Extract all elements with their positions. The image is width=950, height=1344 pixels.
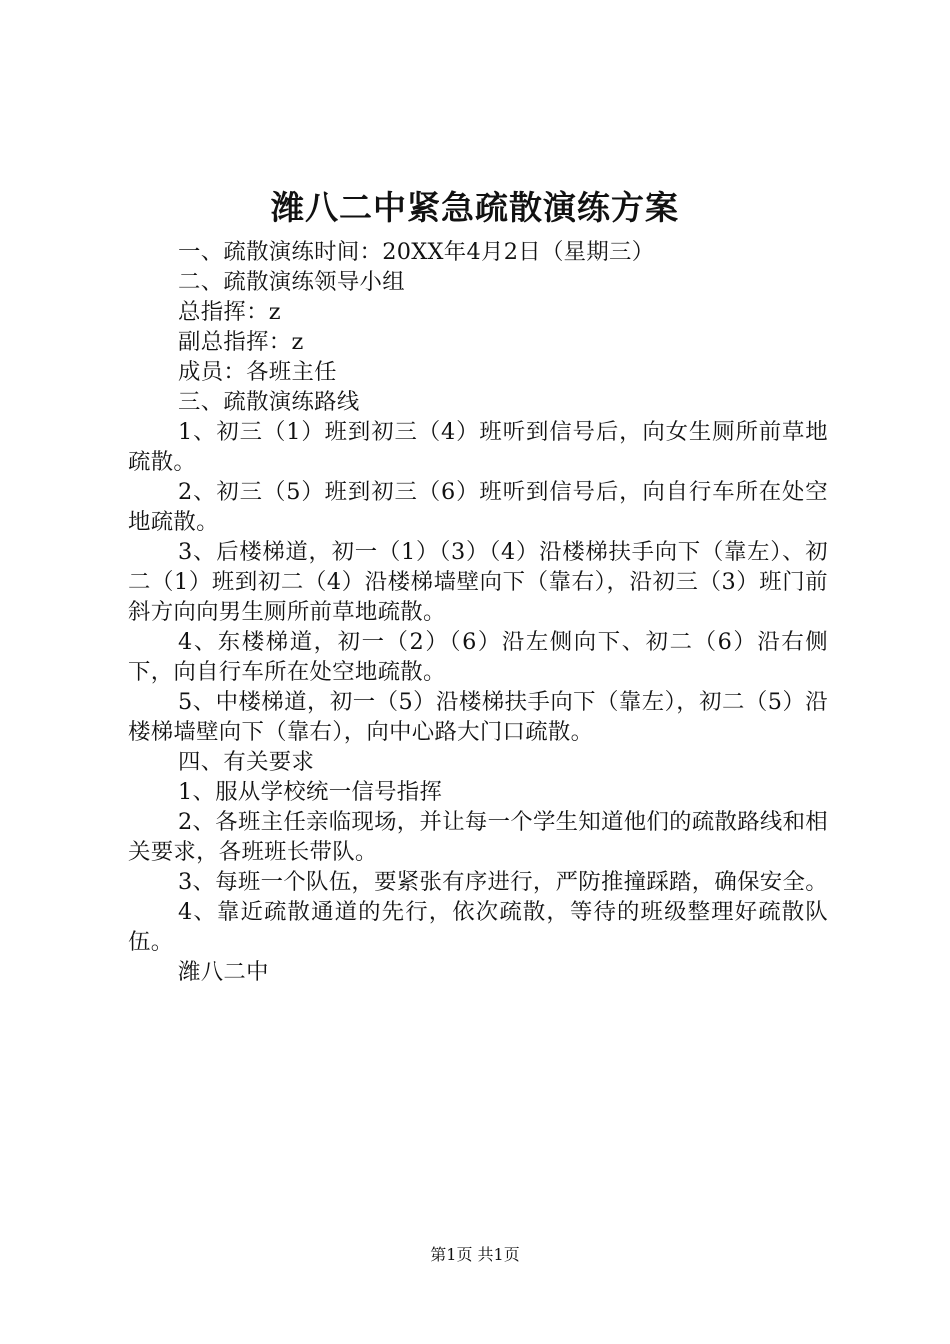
document-title: 潍八二中紧急疏散演练方案 [271,188,679,227]
document-body [128,237,828,987]
section-heading-leadership: 二、疏散演练领导小组 [178,269,405,295]
section-heading-time: 一、疏散演练时间：20XX年4月2日（星期三） [178,239,655,265]
requirement-item: 4、靠近疏散通道的先行，依次疏散，等待的班级整理好疏散队伍。 [128,899,828,955]
section-heading-requirements: 四、有关要求 [178,749,315,775]
signature-school-name: 潍八二中 [178,959,269,985]
route-item: 5、中楼梯道，初一（5）沿楼梯扶手向下（靠左），初二（5）沿楼梯墙壁向下（靠右），向中心路大门口疏散。 [128,689,828,745]
route-item: 3、后楼梯道，初一（1）（3）（4）沿楼梯扶手向下（靠左）、初二（1）班到初二（4）沿楼梯墙壁向下（靠右），沿初三（3）班门前斜方向向男生厕所前草地疏散。 [128,539,828,625]
route-item: 2、初三（5）班到初三（6）班听到信号后，向自行车所在处空地疏散。 [128,479,828,535]
deputy-commander-line: 副总指挥：z [178,329,304,355]
requirement-item: 2、各班主任亲临现场，并让每一个学生知道他们的疏散路线和相关要求，各班班长带队。 [128,809,828,865]
members-line: 成员：各班主任 [178,359,337,385]
route-item: 1、初三（1）班到初三（4）班听到信号后，向女生厕所前草地疏散。 [128,419,828,475]
route-item: 4、东楼梯道，初一（2）（6）沿左侧向下、初二（6）沿右侧下，向自行车所在处空地疏散。 [128,629,828,685]
page-footer: 第1页 共1页 [430,1245,520,1264]
commander-line: 总指挥：z [178,299,281,325]
section-heading-routes: 三、疏散演练路线 [178,389,360,415]
requirement-item: 1、服从学校统一信号指挥 [178,779,443,805]
requirement-item: 3、每班一个队伍，要紧张有序进行，严防推撞踩踏，确保安全。 [178,869,828,895]
